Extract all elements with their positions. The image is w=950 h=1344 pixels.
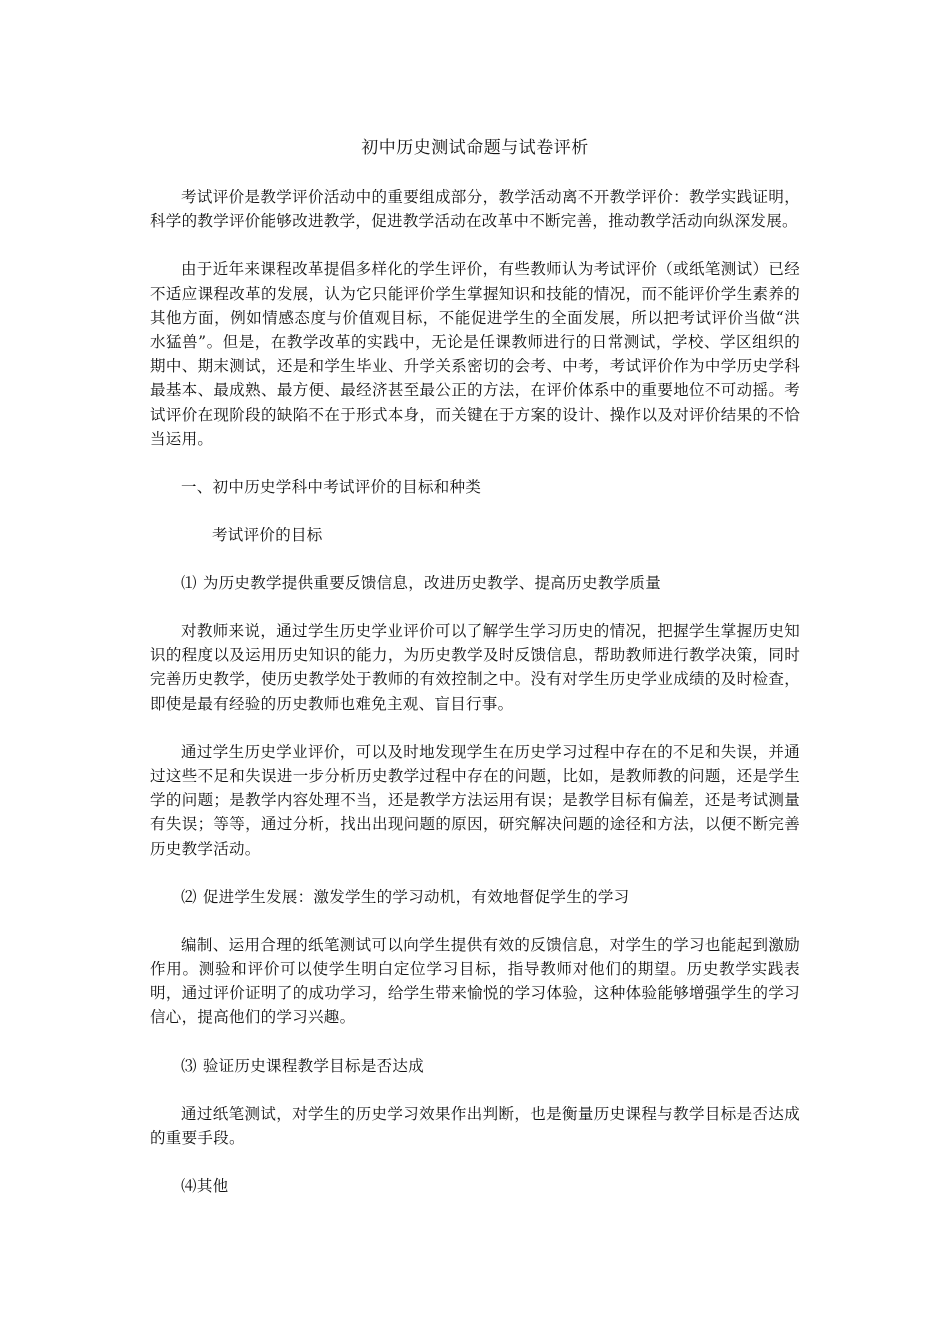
- list-item-text: 其他: [196, 1177, 229, 1196]
- list-item-2: [150, 885, 800, 909]
- paragraph-1: 考试评价是教学评价活动中的重要组成部分，教学活动离不开教学评价：教学实践证明，科学的教学评价能够改进教学，促进教学活动在改革中不断完善，推动教学活动向纵深发展。: [150, 188, 800, 231]
- section-heading-1: 一、初中历史学科中考试评价的目标和种类: [181, 478, 482, 497]
- paragraph-5: 编制、运用合理的纸笔测试可以向学生提供有效的反馈信息，对学生的学习也能起到激励作用。测验和评价可以使学生明白定位学习目标，指导教师对他们的期望。历史教学实践表明，通过评价证明了的成功学习，给学生带来愉悦的学习体验，这种体验能够增强学生的学习信心，提高他们的学习兴趣。: [150, 935, 800, 1027]
- list-item-number: ⑴: [181, 574, 197, 593]
- list-item-3: [150, 1054, 800, 1078]
- list-item-text: 促进学生发展：激发学生的学习动机，有效地督促学生的学习: [202, 887, 630, 906]
- document-page: [150, 136, 800, 1222]
- list-item-number: ⑷: [181, 1177, 197, 1196]
- subsection-heading-goals: 考试评价的目标: [212, 526, 323, 545]
- paragraph-4: 通过学生历史学业评价，可以及时地发现学生在历史学习过程中存在的不足和失误，并通过这些不足和失误进一步分析历史教学过程中存在的问题，比如，是教师教的问题，还是学生学的问题；是教学内容处理不当，还是教学方法运用有误；是教学目标有偏差，还是考试测量有失误；等等，通过分析，找出出现问题的原因，研究解决问题的途径和方法，以便不断完善历史教学活动。: [150, 742, 800, 858]
- list-item-number: ⑶: [181, 1056, 197, 1075]
- list-item-1: [150, 571, 800, 595]
- list-item-text: 验证历史课程教学目标是否达成: [202, 1056, 425, 1075]
- document-title: 初中历史测试命题与试卷评析: [361, 138, 589, 158]
- list-item-number: ⑵: [181, 887, 197, 906]
- paragraph-6: 通过纸笔测试，对学生的历史学习效果作出判断，也是衡量历史课程与教学目标是否达成的重要手段。: [150, 1104, 800, 1147]
- list-item-text: 为历史教学提供重要反馈信息，改进历史教学、提高历史教学质量: [202, 574, 662, 593]
- list-item-4: [150, 1174, 800, 1198]
- paragraph-2: 由于近年来课程改革提倡多样化的学生评价，有些教师认为考试评价（或纸笔测试）已经不适应课程改革的发展，认为它只能评价学生掌握知识和技能的情况，而不能评价学生素养的其他方面，例如情感态度与价值观目标，不能促进学生的全面发展，所以把考试评价当做“洪水猛兽”。但是，在教学改革的实践中，无论是任课教师进行的日常测试，学校、学区组织的期中、期末测试，还是和学生毕业、升学关系密切的会考、中考，考试评价作为中学历史学科最基本、最成熟、最方便、最经济甚至最公正的方法，在评价体系中的重要地位不可动摇。考试评价在现阶段的缺陷不在于形式本身，而关键在于方案的设计、操作以及对评价结果的不恰当运用。: [150, 260, 800, 448]
- paragraph-3: 对教师来说，通过学生历史学业评价可以了解学生学习历史的情况，把握学生掌握历史知识的程度以及运用历史知识的能力，为历史教学及时反馈信息，帮助教师进行教学决策，同时完善历史教学，使历史教学处于教师的有效控制之中。没有对学生历史学业成绩的及时检查，即使是最有经验的历史教师也难免主观、盲目行事。: [150, 622, 800, 713]
